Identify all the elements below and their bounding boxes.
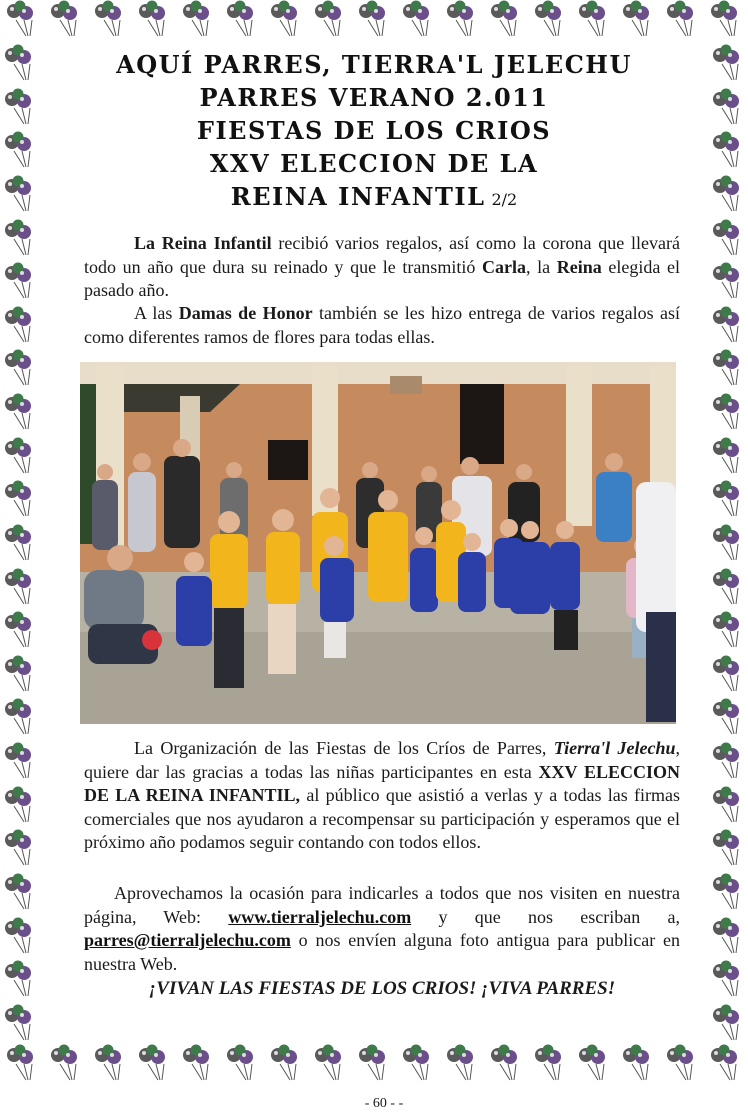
- balloon-bunch-icon: [708, 524, 748, 564]
- balloon-bunch-icon: [354, 0, 394, 40]
- balloon-bunch-icon: [178, 0, 218, 40]
- title-line-4: XXV ELECCION DE LA: [209, 149, 539, 178]
- balloon-bunch-icon: [0, 88, 40, 128]
- page-number: - 60 - -: [364, 1096, 404, 1111]
- website-link[interactable]: www.tierraljelechu.com: [228, 906, 412, 927]
- balloon-bunch-icon: [266, 0, 306, 40]
- balloon-border-top: [0, 0, 748, 44]
- balloon-bunch-icon: [0, 44, 40, 84]
- balloon-bunch-icon: [0, 568, 40, 608]
- balloon-bunch-icon: [398, 0, 438, 40]
- balloon-bunch-icon: [708, 611, 748, 651]
- balloon-bunch-icon: [266, 1044, 306, 1084]
- paragraph-reina-infantil: [84, 232, 680, 303]
- balloon-bunch-icon: [46, 1044, 86, 1084]
- balloon-bunch-icon: [0, 131, 40, 171]
- balloon-bunch-icon: [222, 1044, 262, 1084]
- balloon-bunch-icon: [0, 917, 40, 957]
- balloon-bunch-icon: [442, 0, 482, 40]
- balloon-bunch-icon: [708, 262, 748, 302]
- balloon-bunch-icon: [310, 1044, 350, 1084]
- balloon-bunch-icon: [2, 1044, 42, 1084]
- title-line-5: [60, 180, 688, 216]
- balloon-bunch-icon: [708, 480, 748, 520]
- paragraph1-text-3: elegida el pasado año.: [84, 256, 680, 300]
- balloon-bunch-icon: [708, 568, 748, 608]
- bold-xxv-eleccion: XXV ELECCION DE LA REINA INFANTIL,: [84, 761, 680, 805]
- balloon-bunch-icon: [708, 131, 748, 171]
- group-photo: [80, 362, 676, 724]
- balloon-bunch-icon: [708, 175, 748, 215]
- balloon-bunch-icon: [398, 1044, 438, 1084]
- balloon-bunch-icon: [708, 44, 748, 84]
- title-part-indicator: 2/2: [491, 190, 518, 209]
- balloon-bunch-icon: [708, 917, 748, 957]
- balloon-bunch-icon: [134, 1044, 174, 1084]
- paragraph3-text-2: , quiere dar las gracias a todas las niñas participantes en esta: [84, 738, 680, 782]
- balloon-bunch-icon: [354, 1044, 394, 1084]
- paragraph-damas-de-honor: [84, 302, 680, 349]
- balloon-bunch-icon: [222, 0, 262, 40]
- balloon-bunch-icon: [662, 0, 702, 40]
- paragraph2-text-1: A las: [134, 303, 179, 323]
- balloon-bunch-icon: [0, 698, 40, 738]
- balloon-bunch-icon: [0, 873, 40, 913]
- balloon-bunch-icon: [0, 219, 40, 259]
- email-link[interactable]: parres@tierraljelechu.com: [84, 930, 291, 950]
- balloon-bunch-icon: [0, 437, 40, 477]
- balloon-bunch-icon: [0, 306, 40, 346]
- balloon-border-right: [708, 44, 748, 1044]
- title-line-2: PARRES VERANO 2.011: [199, 83, 549, 112]
- balloon-bunch-icon: [0, 786, 40, 826]
- balloon-bunch-icon: [618, 0, 658, 40]
- balloon-bunch-icon: [708, 655, 748, 695]
- title-line-5-text: REINA INFANTIL: [230, 182, 486, 211]
- paragraph2-text-2: también se les hizo entrega de varios regalos así como diferentes ramos de flores para todas ellas.: [84, 303, 680, 347]
- paragraph-web-contacto: [84, 882, 680, 976]
- balloon-bunch-icon: [0, 829, 40, 869]
- balloon-bunch-icon: [178, 1044, 218, 1084]
- balloon-bunch-icon: [2, 0, 42, 40]
- title-line-3: FIESTAS DE LOS CRIOS: [196, 116, 552, 145]
- balloon-bunch-icon: [706, 1044, 746, 1084]
- paragraph-agradecimientos: [84, 737, 680, 855]
- balloon-bunch-icon: [486, 0, 526, 40]
- balloon-bunch-icon: [0, 480, 40, 520]
- page-title: [60, 48, 688, 216]
- balloon-bunch-icon: [530, 1044, 570, 1084]
- balloon-bunch-icon: [618, 1044, 658, 1084]
- balloon-bunch-icon: [134, 0, 174, 40]
- group-photo-illustration: [80, 362, 676, 724]
- balloon-bunch-icon: [0, 1004, 40, 1044]
- balloon-bunch-icon: [0, 175, 40, 215]
- balloon-bunch-icon: [708, 786, 748, 826]
- balloon-bunch-icon: [0, 524, 40, 564]
- paragraph4-text-3: o nos envíen alguna foto antigua para publicar en nuestra Web.: [84, 930, 680, 974]
- balloon-bunch-icon: [46, 0, 86, 40]
- balloon-bunch-icon: [708, 960, 748, 1000]
- balloon-bunch-icon: [574, 1044, 614, 1084]
- balloon-bunch-icon: [486, 1044, 526, 1084]
- balloon-bunch-icon: [708, 349, 748, 389]
- balloon-bunch-icon: [708, 873, 748, 913]
- balloon-bunch-icon: [662, 1044, 702, 1084]
- balloon-bunch-icon: [310, 0, 350, 40]
- bold-reina: Reina: [556, 256, 602, 277]
- paragraph3-text-3: al público que asistió a verlas y a todas las firmas comerciales que nos ayudaron a recompensar su participación y esperamos que el próximo año podamos seguir contando con todos ellos.: [84, 785, 680, 852]
- bold-carla: Carla: [481, 256, 526, 277]
- balloon-bunch-icon: [90, 0, 130, 40]
- balloon-border-left: [0, 44, 40, 1044]
- title-line-1: AQUÍ PARRES, TIERRA'L JELECHU: [116, 50, 632, 79]
- balloon-bunch-icon: [708, 698, 748, 738]
- balloon-bunch-icon: [708, 393, 748, 433]
- balloon-bunch-icon: [708, 437, 748, 477]
- paragraph4-text-1: Aprovechamos la ocasión para indicarles a todos que nos visiten en nuestra página, Web:: [84, 883, 680, 927]
- balloon-bunch-icon: [708, 829, 748, 869]
- paragraph1-text-2: , la: [525, 256, 557, 277]
- closing-slogan: ¡VIVAN LAS FIESTAS DE LOS CRIOS! ¡VIVA PARRES!: [148, 978, 616, 999]
- balloon-bunch-icon: [530, 0, 570, 40]
- balloon-bunch-icon: [0, 262, 40, 302]
- balloon-bunch-icon: [708, 306, 748, 346]
- balloon-bunch-icon: [574, 0, 614, 40]
- balloon-bunch-icon: [0, 611, 40, 651]
- bold-reina-infantil: La Reina Infantil: [134, 233, 272, 253]
- bold-italic-tierra-l-jelechu: Tierra'l Jelechu: [553, 738, 676, 758]
- balloon-bunch-icon: [0, 349, 40, 389]
- balloon-bunch-icon: [706, 0, 746, 40]
- balloon-bunch-icon: [708, 88, 748, 128]
- balloon-border-bottom: [0, 1044, 748, 1088]
- balloon-bunch-icon: [708, 1004, 748, 1044]
- balloon-bunch-icon: [0, 960, 40, 1000]
- balloon-bunch-icon: [0, 742, 40, 782]
- balloon-bunch-icon: [0, 393, 40, 433]
- balloon-bunch-icon: [708, 219, 748, 259]
- balloon-bunch-icon: [0, 655, 40, 695]
- bold-damas-de-honor: Damas de Honor: [178, 303, 313, 323]
- balloon-bunch-icon: [90, 1044, 130, 1084]
- paragraph3-text-1: La Organización de las Fiestas de los Críos de Parres,: [134, 738, 554, 758]
- balloon-bunch-icon: [442, 1044, 482, 1084]
- paragraph4-text-2: y que nos escriban a,: [411, 906, 681, 927]
- paragraph1-text-1: recibió varios regalos, así como la corona que llevará todo un año que dura su reinado y que le transmitió: [84, 233, 680, 277]
- balloon-bunch-icon: [708, 742, 748, 782]
